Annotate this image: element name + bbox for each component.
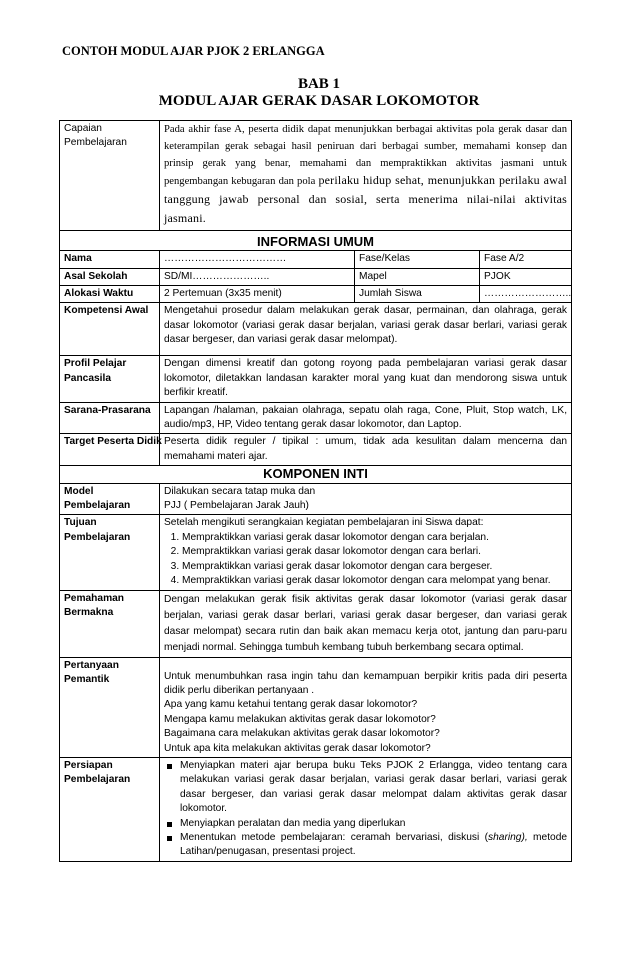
- page-title: MODUL AJAR GERAK DASAR LOKOMOTOR: [158, 93, 480, 109]
- target-peserta-value: Peserta didik reguler / tipikal : umum, tidak ada kesulitan dalam mencerna dan memahami materi ajar.: [160, 434, 572, 466]
- persiapan-list: [164, 759, 567, 860]
- pertanyaan-1: Apa yang kamu ketahui tentang gerak dasar lokomotor?: [164, 699, 418, 711]
- square-bullet-icon: [167, 764, 172, 769]
- kompetensi-awal-label: Kompetensi Awal: [60, 303, 160, 356]
- alokasi-row: [60, 286, 572, 303]
- pertanyaan-2: Mengapa kamu melakukan aktivitas gerak dasar lokomotor?: [164, 713, 436, 725]
- list-item: 1. Mempraktikkan variasi gerak dasar lokomotor dengan cara berjalan.: [182, 531, 567, 545]
- tujuan-list: [164, 531, 567, 589]
- tujuan-pembelajaran-value: [160, 515, 572, 590]
- document-header: CONTOH MODUL AJAR PJOK 2 ERLANGGA: [62, 44, 325, 58]
- square-bullet-icon: [167, 836, 172, 841]
- persiapan-item-2: Menyiapkan peralatan dan media yang diperlukan: [180, 817, 406, 829]
- asal-sekolah-value: SD/MI…………………..: [160, 268, 355, 285]
- tujuan-row: [60, 515, 572, 590]
- capaian-row: [60, 121, 572, 231]
- persiapan-pembelajaran-value: [160, 757, 572, 861]
- list-item: 2. Mempraktikkan variasi gerak dasar lokomotor dengan cara berlari.: [182, 545, 567, 559]
- mapel-value: PJOK: [480, 268, 572, 285]
- persiapan-item-3a: Menentukan metode pembelajaran: ceramah bervariasi, diskusi (: [180, 831, 489, 843]
- model-pembelajaran-label: Model Pembelajaran: [60, 483, 160, 515]
- nama-label: Nama: [60, 251, 160, 268]
- capaian-label: Capaian Pembelajaran: [60, 121, 160, 231]
- model-row: [60, 483, 572, 515]
- komponen-inti-heading: KOMPONEN INTI: [60, 466, 572, 483]
- asal-sekolah-row: [60, 268, 572, 285]
- persiapan-row: [60, 757, 572, 861]
- pertanyaan-3: Bagaimana cara melakukan aktivitas gerak dasar lokomotor?: [164, 728, 440, 740]
- persiapan-item-3c: metode Latihan/penugasan, presentasi project.: [180, 831, 568, 858]
- pemahaman-bermakna-value: Dengan melakukan gerak fisik aktivitas gerak dasar lokomotor (variasi gerak dasar berjalan, variasi gerak dasar berlari, variasi gerak dasar bergeser, dan variasi gerak dasar melompat) secara rutin dan baik akan memacu kerja otot, jantung dan paru-paru menjadi normal. Sehingga tumbuh kembang tubuh berkembang secara optimal.: [160, 590, 572, 657]
- list-item: 3. Mempraktikkan variasi gerak dasar lokomotor dengan cara bergeser.: [182, 560, 567, 574]
- model-line-2: PJJ ( Pembelajaran Jarak Jauh): [164, 500, 309, 512]
- capaian-text: [160, 121, 572, 231]
- persiapan-item-3-italic: sharing),: [488, 831, 528, 843]
- list-item: [180, 759, 567, 817]
- fase-kelas-value: Fase A/2: [480, 251, 572, 268]
- pemahaman-bermakna-label: Pemahaman Bermakna: [60, 590, 160, 657]
- pertanyaan-pemantik-label: Pertanyaan Pemantik: [60, 657, 160, 757]
- asal-sekolah-label: Asal Sekolah: [60, 268, 160, 285]
- list-item: [180, 831, 567, 860]
- alokasi-waktu-label: Alokasi Waktu: [60, 286, 160, 303]
- profil-row: [60, 356, 572, 402]
- fase-kelas-label: Fase/Kelas: [355, 251, 480, 268]
- model-pembelajaran-value: [160, 483, 572, 515]
- sarana-row: [60, 402, 572, 434]
- chapter-label: BAB 1: [297, 76, 341, 92]
- module-table: [59, 120, 572, 862]
- jumlah-siswa-value: ……………………..: [480, 286, 572, 303]
- jumlah-siswa-label: Jumlah Siswa: [355, 286, 480, 303]
- capaian-text-part-b: perilaku hidup sehat, menunjukkan perilaku awal tanggung jawab personal dan sosial, serta menerima nilai-nilai aktivitas jasmani.: [164, 173, 568, 225]
- mapel-label: Mapel: [355, 268, 480, 285]
- nama-row: [60, 251, 572, 268]
- list-item: [180, 817, 567, 831]
- persiapan-item-1: Menyiapkan materi ajar berupa buku Teks PJOK 2 Erlangga, video tentang cara melakukan variasi gerak dasar berjalan, variasi gerak dasar berlari, variasi gerak dasar bergeser, dan variasi gerak dasar melompat dalam aktivitas gerak dasar lokomotor.: [180, 759, 568, 815]
- pertanyaan-4: Untuk apa kita melakukan aktivitas gerak dasar lokomotor?: [164, 742, 431, 754]
- profil-pelajar-label: Profil Pelajar Pancasila: [60, 356, 160, 402]
- informasi-umum-heading: INFORMASI UMUM: [60, 230, 572, 250]
- target-row: [60, 434, 572, 466]
- model-line-1: Dilakukan secara tatap muka dan: [164, 485, 316, 497]
- sarana-prasarana-label: Sarana-Prasarana: [60, 402, 160, 434]
- target-peserta-label: Target Peserta Didik: [60, 434, 160, 466]
- pertanyaan-pemantik-value: [160, 657, 572, 757]
- capaian-text-part-a: Pada akhir fase A, peserta didik dapat menunjukkan berbagai aktivitas pola gerak dasar dan keterampilan gerak sebagai hasil peniruan dari berbagai sumber, memahami konsep dan prinsip gerak yang benar, memahami dan mempraktikkan aktivitas jasmani untuk pengembangan kebugaran dan pola: [164, 124, 568, 188]
- nama-value: ………………………………: [160, 251, 355, 268]
- kompetensi-awal-value: Mengetahui prosedur dalam melakukan gerak dasar, permainan, dan olahraga, gerak dasar lokomotor (variasi gerak dasar berjalan, variasi gerak dasar berlari, variasi gerak dasar bergeser, dan variasi gerak dasar melompat).: [160, 303, 572, 356]
- sarana-prasarana-value: Lapangan /halaman, pakaian olahraga, sepatu olah raga, Cone, Pluit, Stop watch, LK, audio/mp3, HP, Video tentang gerak dasar lokomotor, dan Laptop.: [160, 402, 572, 434]
- persiapan-pembelajaran-label: Persiapan Pembelajaran: [60, 757, 160, 861]
- alokasi-waktu-value: 2 Pertemuan (3x35 menit): [160, 286, 355, 303]
- pemahaman-row: [60, 590, 572, 657]
- pertanyaan-row: [60, 657, 572, 757]
- list-item: 4. Mempraktikkan variasi gerak dasar lokomotor dengan cara melompat yang benar.: [182, 574, 567, 588]
- tujuan-pembelajaran-label: Tujuan Pembelajaran: [60, 515, 160, 590]
- kompetensi-row: [60, 303, 572, 356]
- tujuan-intro: Setelah mengikuti serangkaian kegiatan pembelajaran ini Siswa dapat:: [164, 517, 484, 529]
- pertanyaan-intro: Untuk menumbuhkan rasa ingin tahu dan kemampuan berpikir kritis pada diri peserta didik perlu diberikan pertanyaan .: [164, 670, 568, 696]
- profil-pelajar-value: Dengan dimensi kreatif dan gotong royong pada pembelajaran variasi gerak dasar lokomotor, diletakkan landasan karakter moral yang kuat dan mendorong siswa untuk berfikir kreatif.: [160, 356, 572, 402]
- square-bullet-icon: [167, 822, 172, 827]
